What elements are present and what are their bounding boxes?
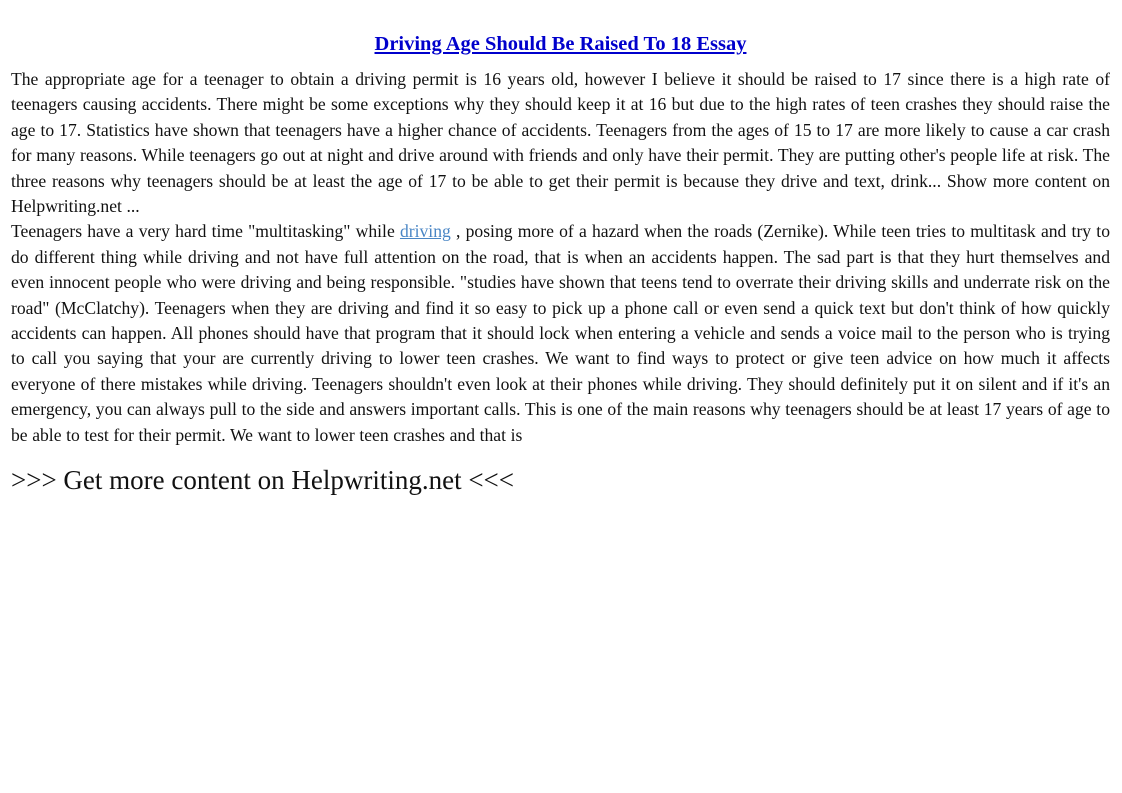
paragraph-2-text-end: , posing more of a hazard when the roads (Zernike). While teen tries to multitask and try to do different thing while driving and not have full attention on the road, that is when an accidents happen. The sad part is that they hurt themselves and even innocent people who were driving and being responsible. "studies have shown that teens tend to overrate their driving skills and underrate risk on the road" (McClatchy). Teenagers when they are driving and find it so easy to pick up a phone call or even send a quick text but don't think of how quickly accidents can happen. All phones should have that program that it should lock when entering a vehicle and sends a voice mail to the person who is trying to call you saying that your are currently driving to lower teen crashes. We want to find ways to protect or give teen advice on how much it affects everyone of there mistakes while driving. Teenagers shouldn't even look at their phones while driving. They should definitely put it on silent and if it's an emergency, you can always pull to the side and answers important calls. This is one of the main reasons why teenagers should be at least 17 years of age to be able to test for their permit. We want to lower teen crashes and that is (11, 221, 1110, 445)
page-title (11, 31, 1110, 57)
title-link[interactable]: Driving Age Should Be Raised To 18 Essay (374, 33, 747, 55)
essay-paragraph-2 (11, 219, 1110, 448)
essay-paragraph-1: The appropriate age for a teenager to obtain a driving permit is 16 years old, however I believe it should be raised to 17 since there is a high rate of teenagers causing accidents. There might be some exceptions why they should keep it at 16 but due to the high rates of teen crashes they should raise the age to 17. Statistics have shown that teenagers have a higher chance of accidents. Teenagers from the ages of 15 to 17 are more likely to cause a car crash for many reasons. While teenagers go out at night and drive around with friends and only have their permit. They are putting other's people life at risk. The three reasons why teenagers should be at least the age of 17 to be able to get their permit is because they drive and text, drink... Show more content on Helpwriting.net ... (11, 69, 1110, 217)
paragraph-2-text-start: Teenagers have a very hard time "multitasking" while (11, 221, 400, 242)
more-content-cta: >>> Get more content on Helpwriting.net <<< (11, 465, 515, 496)
driving-link[interactable]: driving (399, 221, 451, 242)
